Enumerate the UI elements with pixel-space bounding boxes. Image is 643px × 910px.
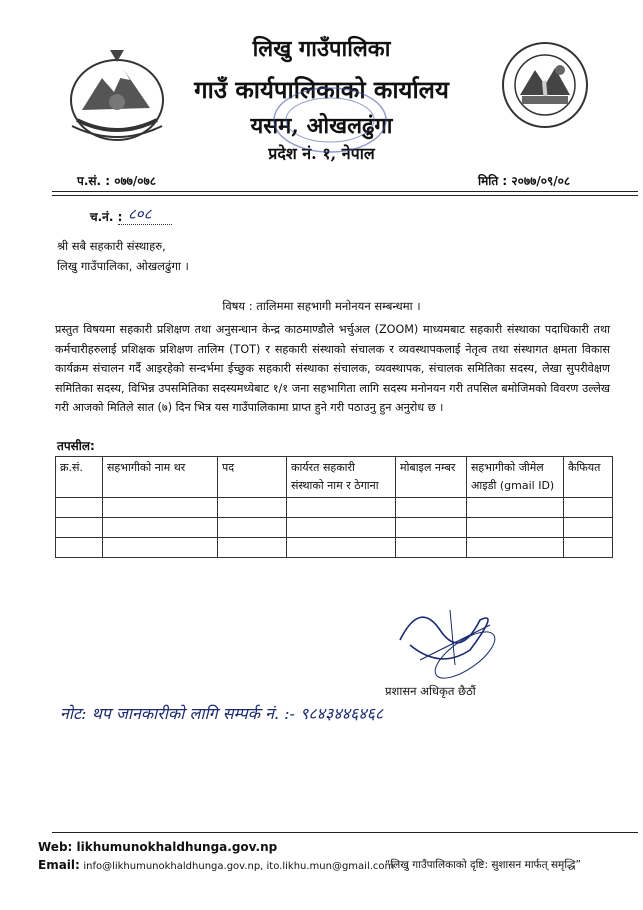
col-remarks: कैफियत [564,457,613,498]
col-serial: क्र.सं. [56,457,103,498]
signature-scribble [380,590,520,690]
dispatch-line [118,224,172,225]
office-name: गाउँ कार्यपालिकाको कार्यालय [194,75,449,104]
footer-email-value: info@likhumunokhaldhunga.gov.np, ito.likhu.mun@gmail.com [83,861,395,872]
col-gmail: सहभागीको जीमेल आइडी (gmail ID) [467,457,564,498]
subject-line: विषय : तालिममा सहभागी मनोनयन सम्बन्धमा । [222,299,421,313]
footer-rule [52,832,638,833]
office-location: यसम, ओखलढुंगा [250,113,393,139]
footer-email-label: Email: [38,858,80,872]
dispatch-label: च.नं. : [90,210,123,224]
contact-note: नोट: थप जानकारीको लागि सम्पर्क नं. :- ९८४३४४६४६८ [60,704,384,723]
reference-number: प.सं. : ०७७/०७८ [77,174,157,188]
footer-email [38,858,394,872]
letter-body: प्रस्तुत विषयमा सहकारी प्रशिक्षण तथा अनुसन्धान केन्द्र काठमाण्डौले भर्चुअल (ZOOM) माध्यमबाट सहकारी संस्थाका पदाधिकारी तथा कर्मचारीहरुलाई प्रशिक्षक प्रशिक्षण तालिम (TOT) र सहकारी संस्थाको संचालक र व्यवस्थापकलाई नेतृत्व तथा संस्थागत क्षमता विकास कार्यक्रम संचालन गर्दै आइरहेको सन्दर्भमा ईच्छुक सहकारी संस्थाका संचालक, व्यवस्थापक, संचालक समितिका सदस्य, लेखा सुपरीवेक्षण समितिका सदस्य, विभिन्न उपसमितिका सदस्यमध्येबाट १/१ जना सहभागिता लागि सदस्य मनोनयन गरी तपसिल बमोजिमको विवरण उल्लेख गरी आजको मितिले सात (७) दिन भित्र यस गाउँपालिकामा प्राप्त हुने गरी पठाउनु हुन अनुरोध छ । [55,323,610,414]
recipient-line-2: लिखु गाउँपालिका, ओखलढुंगा । [57,259,189,273]
footer-web: Web: likhumunokhaldhunga.gov.np [38,840,278,854]
dispatch-number: ८०८ [128,205,152,223]
table-row [56,498,613,518]
header-rule-thin [52,195,638,196]
header-rule [52,191,638,192]
table-row [56,538,613,558]
participant-table [55,456,613,558]
col-position: पद [218,457,287,498]
municipality-name: लिखु गाउँपालिका [252,36,391,62]
table-header-row [56,457,613,498]
letter-date: मिति : २०७७/०९/०८ [478,174,571,188]
col-institution: कार्यरत सहकारी संस्थाको नाम र ठेगाना [287,457,396,498]
col-mobile: मोबाइल नम्बर [396,457,467,498]
recipient-line-1: श्री सबै सहकारी संस्थाहरु, [57,239,166,253]
col-name: सहभागीको नाम थर [103,457,218,498]
office-stamp [270,80,390,160]
footer-slogan: “लिखु गाउँपालिकाको दृष्टि: सुशासन मार्फत् समृद्धि” [385,859,581,871]
signatory-title: प्रशासन अधिकृत छैठौं [385,684,476,698]
table-row [56,518,613,538]
province-line: प्रदेश नं. १, नेपाल [268,144,375,163]
table-title: तपसील: [57,439,95,453]
